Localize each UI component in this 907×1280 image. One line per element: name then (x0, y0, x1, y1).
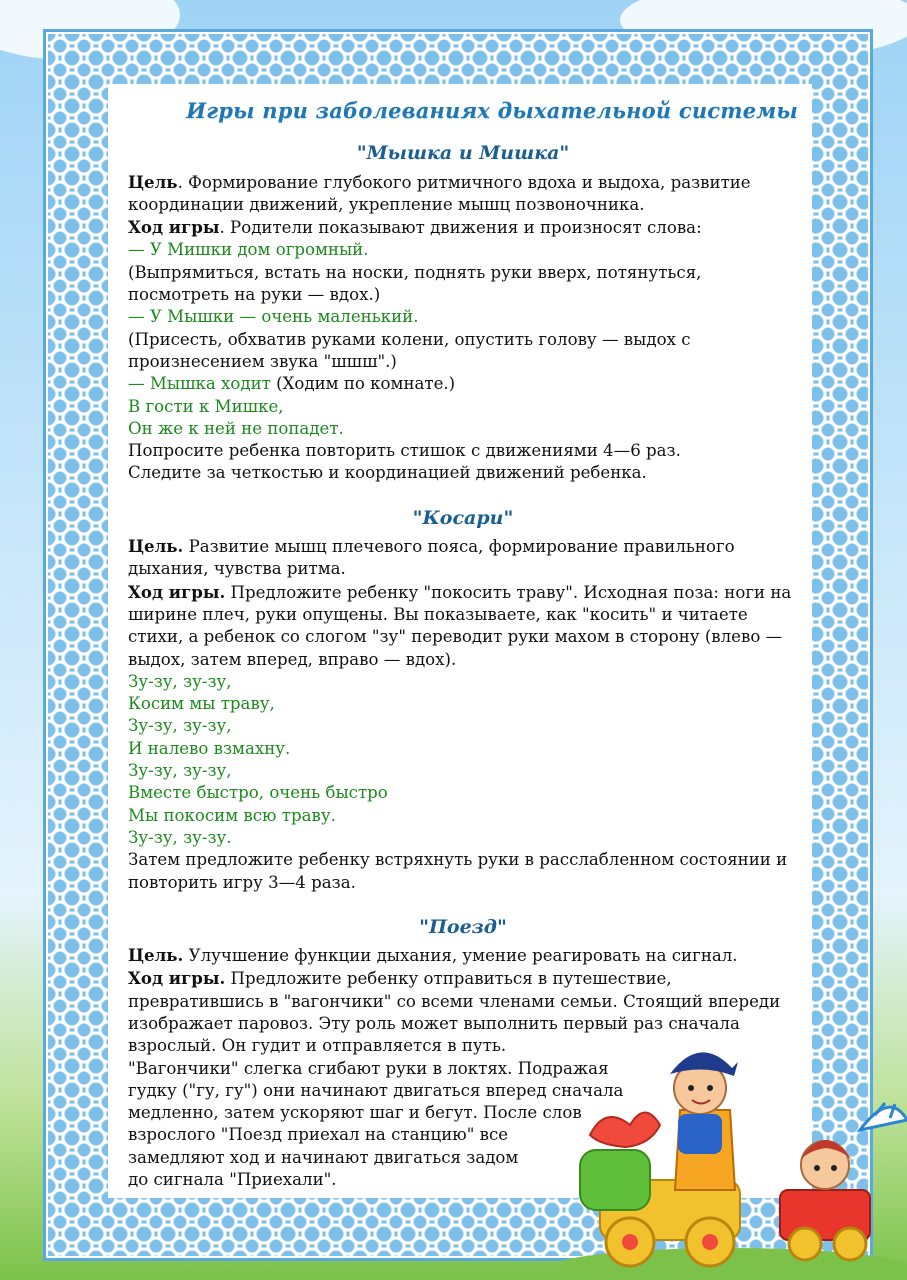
verse-line: Мы покосим всю траву. (128, 805, 336, 825)
goal-label: Цель (128, 171, 178, 192)
goal-label: Цель. (128, 536, 184, 557)
boy-shirt (678, 1114, 722, 1154)
instruction-line: (Выпрямиться, встать на носки, поднять руки вверх, потянуться, посмотреть на руки — вдох.) (128, 262, 702, 305)
verse-line: Косим мы траву, (128, 694, 275, 714)
instruction-line: медленно, затем ускоряют шаг и бегут. После слов (128, 1103, 582, 1123)
wheel-hub (702, 1234, 718, 1250)
game-title: "Поезд" (419, 915, 507, 938)
verse-line: Вместе быстро, очень быстро (128, 783, 388, 803)
goal-paragraph (128, 944, 798, 967)
instruction-line: гудку ("гу, гу") они начинают двигаться вперед сначала (128, 1080, 624, 1100)
instruction-line: Затем предложите ребенку встряхнуть руки в расслабленном состоянии и повторить игру 3—4 раза. (128, 850, 788, 892)
instruction-line: Следите за четкостью и координацией движений ребенка. (128, 463, 647, 483)
verse-line: — У Мышки — очень маленький. (128, 307, 419, 327)
process-paragraph (128, 581, 798, 671)
game-title: "Мышка и Мишка" (356, 142, 570, 165)
instruction-line: (Присесть, обхватив руками колени, опустить голову — выдох с произнесением звука "шшш".) (128, 329, 691, 371)
goal-text: . Формирование глубокого ритмичного вдоха и выдоха, развитие координации движений, укрепление мышц позвоночника. (128, 172, 751, 214)
flower-chimney (590, 1113, 660, 1148)
wheel-hub (622, 1234, 638, 1250)
goal-text: Развитие мышц плечевого пояса, формирование правильного дыхания, чувства ритма. (128, 537, 735, 579)
goal-text: Улучшение функции дыхания, умение реагировать на сигнал. (183, 946, 738, 966)
process-label: Ход игры (128, 217, 220, 238)
verse-line: И налево взмахну. (128, 738, 291, 758)
verse-line: Зу-зу, зу-зу, (128, 671, 232, 691)
instruction-line: Попросите ребенка повторить стишок с движениями 4—6 раз. (128, 441, 681, 461)
boy-eye (707, 1085, 713, 1091)
process-text: . Родители показывают движения и произносят слова: (219, 218, 702, 238)
verse-line: Он же к ней не попадет. (128, 418, 344, 438)
verse-line: Зу-зу, зу-зу, (128, 761, 232, 781)
toy-train-illustration (560, 1030, 907, 1280)
document-title: Игры при заболеваниях дыхательной системы (186, 98, 798, 123)
process-text: Предложите ребенку отправиться в путешествие, превратившись в "вагончики" со всеми членами семьи. Стоящий впереди изображает паровоз. Эту роль может выполнить первый раз сначала взрослый. Он гудит и отправляется в путь. (128, 969, 781, 1056)
process-label: Ход игры. (128, 581, 226, 602)
game-section-mouse-bear (128, 142, 798, 484)
instruction-text: (Ходим по комнате.) (270, 374, 456, 394)
instruction-line: взрослого "Поезд приехал на станцию" все (128, 1125, 509, 1145)
boy-eye (688, 1085, 694, 1091)
game-title: "Косари" (412, 506, 514, 529)
instruction-line: до сигнала "Приехали". (128, 1170, 337, 1190)
instruction-line: замедляют ход и начинают двигаться задом (128, 1147, 519, 1167)
game-section-mowers (128, 507, 798, 894)
process-label: Ход игры. (128, 968, 226, 989)
process-paragraph (128, 216, 798, 239)
wheel (789, 1228, 821, 1260)
girl-eye (814, 1165, 820, 1171)
umbrella (860, 1107, 907, 1130)
wheel (834, 1228, 866, 1260)
goal-label: Цель. (128, 945, 184, 966)
verse-line: Зу-зу, зу-зу, (128, 716, 232, 736)
goal-paragraph (128, 171, 798, 217)
instruction-line: "Вагончики" слегка сгибают руки в локтях. Подражая (128, 1058, 609, 1078)
process-text: Предложите ребенку "покосить траву". Исходная поза: ноги на ширине плеч, руки опущены. Вы показываете, как "косить" и читаете стихи, а ребенок со слогом "зу" переводит руки махом в сторону (влево — выдох, затем вперед, вправо — вдох). (128, 582, 792, 669)
verse-line: В гости к Мишке, (128, 396, 284, 416)
goal-paragraph (128, 535, 798, 581)
locomotive-front (580, 1150, 650, 1210)
verse-line: — У Мишки дом огромный. (128, 240, 369, 260)
document-body (128, 100, 798, 1191)
girl-eye (831, 1165, 837, 1171)
verse-line (128, 373, 798, 395)
verse-text: — Мышка ходит (128, 374, 271, 394)
verse-line: Зу-зу, зу-зу. (128, 827, 232, 847)
